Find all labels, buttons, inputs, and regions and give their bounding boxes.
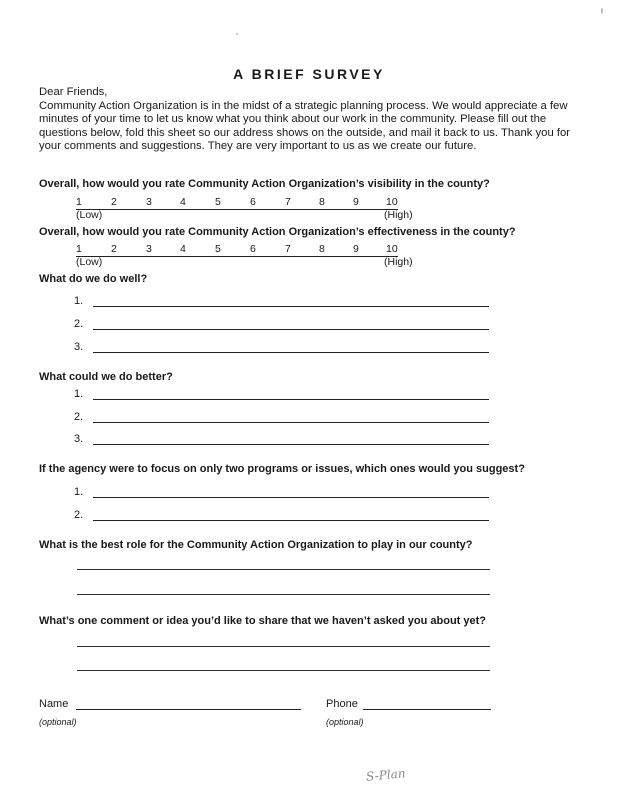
scale-low-label: (Low) xyxy=(76,256,103,268)
answer-number: 1. xyxy=(74,486,84,498)
answer-line[interactable] xyxy=(74,388,494,402)
scale-option-6[interactable]: 6 xyxy=(250,196,256,208)
scale-option-8[interactable]: 8 xyxy=(319,243,325,255)
intro-body: Community Action Organization is in the midst of a strategic planning process. We would appreciate a few minutes of your time to let us know what you think about our work in the community. Please fill out the questions below, fold this sheet so our address shows on the outside, and mail it back to us. Thank you for your comments and suggestions. They are very important to us as we create our future. xyxy=(39,99,571,153)
scale-numbers xyxy=(76,243,398,257)
question-best-role: What is the best role for the Community Action Organization to play in our county? xyxy=(39,539,473,551)
name-optional-note: (optional) xyxy=(39,717,77,727)
scale-option-9[interactable]: 9 xyxy=(353,243,359,255)
answer-line[interactable] xyxy=(74,411,494,425)
scale-option-10[interactable]: 10 xyxy=(386,196,398,208)
scale-option-4[interactable]: 4 xyxy=(180,196,186,208)
answer-rule xyxy=(93,444,489,445)
scale-option-10[interactable]: 10 xyxy=(386,243,398,255)
scale-option-8[interactable]: 8 xyxy=(319,196,325,208)
scale-option-3[interactable]: 3 xyxy=(146,243,152,255)
phone-label: Phone xyxy=(326,698,358,710)
scale-option-4[interactable]: 4 xyxy=(180,243,186,255)
scale-option-2[interactable]: 2 xyxy=(111,243,117,255)
answer-rule xyxy=(93,399,489,400)
phone-optional-note: (optional) xyxy=(326,717,364,727)
answer-line[interactable] xyxy=(74,486,494,500)
rating-scale-visibility xyxy=(76,196,413,222)
scan-speck xyxy=(601,8,603,14)
answer-line[interactable] xyxy=(74,341,494,355)
question-two-programs: If the agency were to focus on only two programs or issues, which ones would you suggest? xyxy=(39,463,525,475)
question-do-well: What do we do well? xyxy=(39,273,148,285)
answer-rule xyxy=(93,422,489,423)
name-field[interactable] xyxy=(76,709,301,710)
handwritten-note: S-Plan xyxy=(365,766,407,784)
scale-option-5[interactable]: 5 xyxy=(215,243,221,255)
answer-number: 2. xyxy=(74,509,84,521)
intro-letter xyxy=(39,86,579,154)
question-effectiveness: Overall, how would you rate Community Action Organization’s effectiveness in the county? xyxy=(39,226,516,238)
answer-line[interactable] xyxy=(77,670,490,671)
name-label: Name xyxy=(39,698,69,710)
scale-low-label: (Low) xyxy=(76,209,103,221)
scale-option-3[interactable]: 3 xyxy=(146,196,152,208)
answer-line[interactable] xyxy=(74,509,494,523)
question-do-better: What could we do better? xyxy=(39,371,173,383)
answer-line[interactable] xyxy=(77,646,490,647)
scale-option-1[interactable]: 1 xyxy=(76,196,82,208)
answer-number: 1. xyxy=(74,295,84,307)
answer-rule xyxy=(93,520,489,521)
scale-option-7[interactable]: 7 xyxy=(285,243,291,255)
answer-number: 2. xyxy=(74,318,84,330)
answer-number: 3. xyxy=(74,433,84,445)
answer-rule xyxy=(93,306,489,307)
answer-line[interactable] xyxy=(74,433,494,447)
scale-option-5[interactable]: 5 xyxy=(215,196,221,208)
answer-line[interactable] xyxy=(74,295,494,309)
question-one-comment: What’s one comment or idea you’d like to share that we haven’t asked you about yet? xyxy=(39,615,487,627)
answer-rule xyxy=(93,352,489,353)
answer-rule xyxy=(93,329,489,330)
scale-high-label: (High) xyxy=(384,209,413,221)
scale-numbers xyxy=(76,196,398,210)
answer-number: 1. xyxy=(74,388,84,400)
scale-option-6[interactable]: 6 xyxy=(250,243,256,255)
phone-field[interactable] xyxy=(363,709,491,710)
scale-option-2[interactable]: 2 xyxy=(111,196,117,208)
scale-option-9[interactable]: 9 xyxy=(353,196,359,208)
scale-option-7[interactable]: 7 xyxy=(285,196,291,208)
page-title: A BRIEF SURVEY xyxy=(233,66,385,82)
answer-number: 3. xyxy=(74,341,84,353)
answer-line[interactable] xyxy=(77,569,490,570)
scale-option-1[interactable]: 1 xyxy=(76,243,82,255)
scale-high-label: (High) xyxy=(384,256,413,268)
answer-number: 2. xyxy=(74,411,84,423)
answer-rule xyxy=(93,497,489,498)
question-visibility: Overall, how would you rate Community Action Organization’s visibility in the county? xyxy=(39,178,490,190)
greeting: Dear Friends, xyxy=(39,86,108,98)
scan-speck xyxy=(236,33,238,35)
answer-line[interactable] xyxy=(77,594,490,595)
rating-scale-effectiveness xyxy=(76,243,413,269)
answer-line[interactable] xyxy=(74,318,494,332)
